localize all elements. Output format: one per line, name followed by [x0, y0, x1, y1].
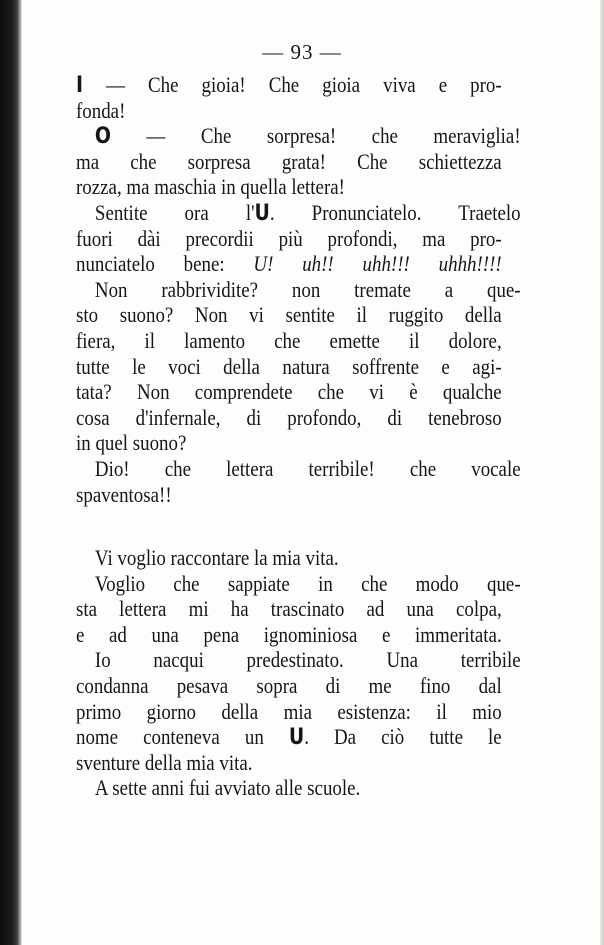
- text-line: sventure della mia vita.: [76, 749, 253, 775]
- vowel-letter-o: O: [94, 124, 112, 150]
- text-line: fuori dài precordii più profondi, ma pro-: [76, 225, 502, 251]
- text-line: nunciatelo bene: U! uh!! uhh!!! uhhh!!!!: [76, 251, 502, 277]
- text-line: spaventosa!!: [76, 481, 172, 507]
- text-line: I — Che gioia! Che gioia viva e pro-: [76, 72, 502, 98]
- book-spine-shadow: [0, 0, 22, 945]
- page-text: [76, 72, 521, 801]
- text-line: Voglio che sappiate in che modo que-: [94, 570, 521, 596]
- paragraph-gap: [76, 507, 502, 545]
- text-line: O — Che sorpresa! che meraviglia!: [94, 123, 521, 150]
- text-line: Non rabbrividite? non tremate a que-: [94, 276, 521, 302]
- vowel-letter-u: U: [288, 725, 305, 751]
- text-line: ma che sorpresa grata! Che schiettezza: [76, 148, 502, 174]
- text-line: cosa d'infernale, di profondo, di tenebroso: [76, 404, 502, 430]
- italic-exclamation: U! uh!! uhh!!! uhhh!!!!: [253, 251, 502, 277]
- text-line: Io nacqui predestinato. Una terribile: [94, 647, 521, 673]
- text-line: tutte le voci della natura soffrente e agi-: [76, 353, 502, 379]
- text-line: nome conteneva un U. Da ciò tutte le: [76, 724, 502, 751]
- text-line: Vi voglio raccontare la mia vita.: [94, 545, 339, 571]
- page-number: — 93 —: [262, 40, 342, 64]
- page-edge: [600, 0, 604, 945]
- text-line: tata? Non comprendete che vi è qualche: [76, 379, 502, 405]
- text-line: primo giorno della mia esistenza: il mio: [76, 698, 502, 724]
- vowel-letter-u: U: [254, 200, 270, 226]
- text-line: rozza, ma maschia in quella lettera!: [76, 174, 345, 200]
- text-line: in quel suono?: [76, 430, 187, 456]
- text-line: fiera, il lamento che emette il dolore,: [76, 327, 502, 353]
- text-line: sto suono? Non vi sentite il ruggito della: [76, 302, 502, 328]
- text-line: fonda!: [76, 97, 126, 123]
- text-line: Dio! che lettera terribile! che vocale: [94, 455, 521, 481]
- text-line: condanna pesava sopra di me fino dal: [76, 673, 502, 699]
- text-line: sta lettera mi ha trascinato ad una colpa,: [76, 596, 502, 622]
- text-line: A sette anni fui avviato alle scuole.: [94, 775, 361, 801]
- vowel-letter-i: I: [76, 73, 84, 98]
- text-line: Sentite ora l'U. Pronunciatelo. Traetelo: [94, 199, 521, 226]
- text-line: e ad una pena ignominiosa e immeritata.: [76, 621, 502, 647]
